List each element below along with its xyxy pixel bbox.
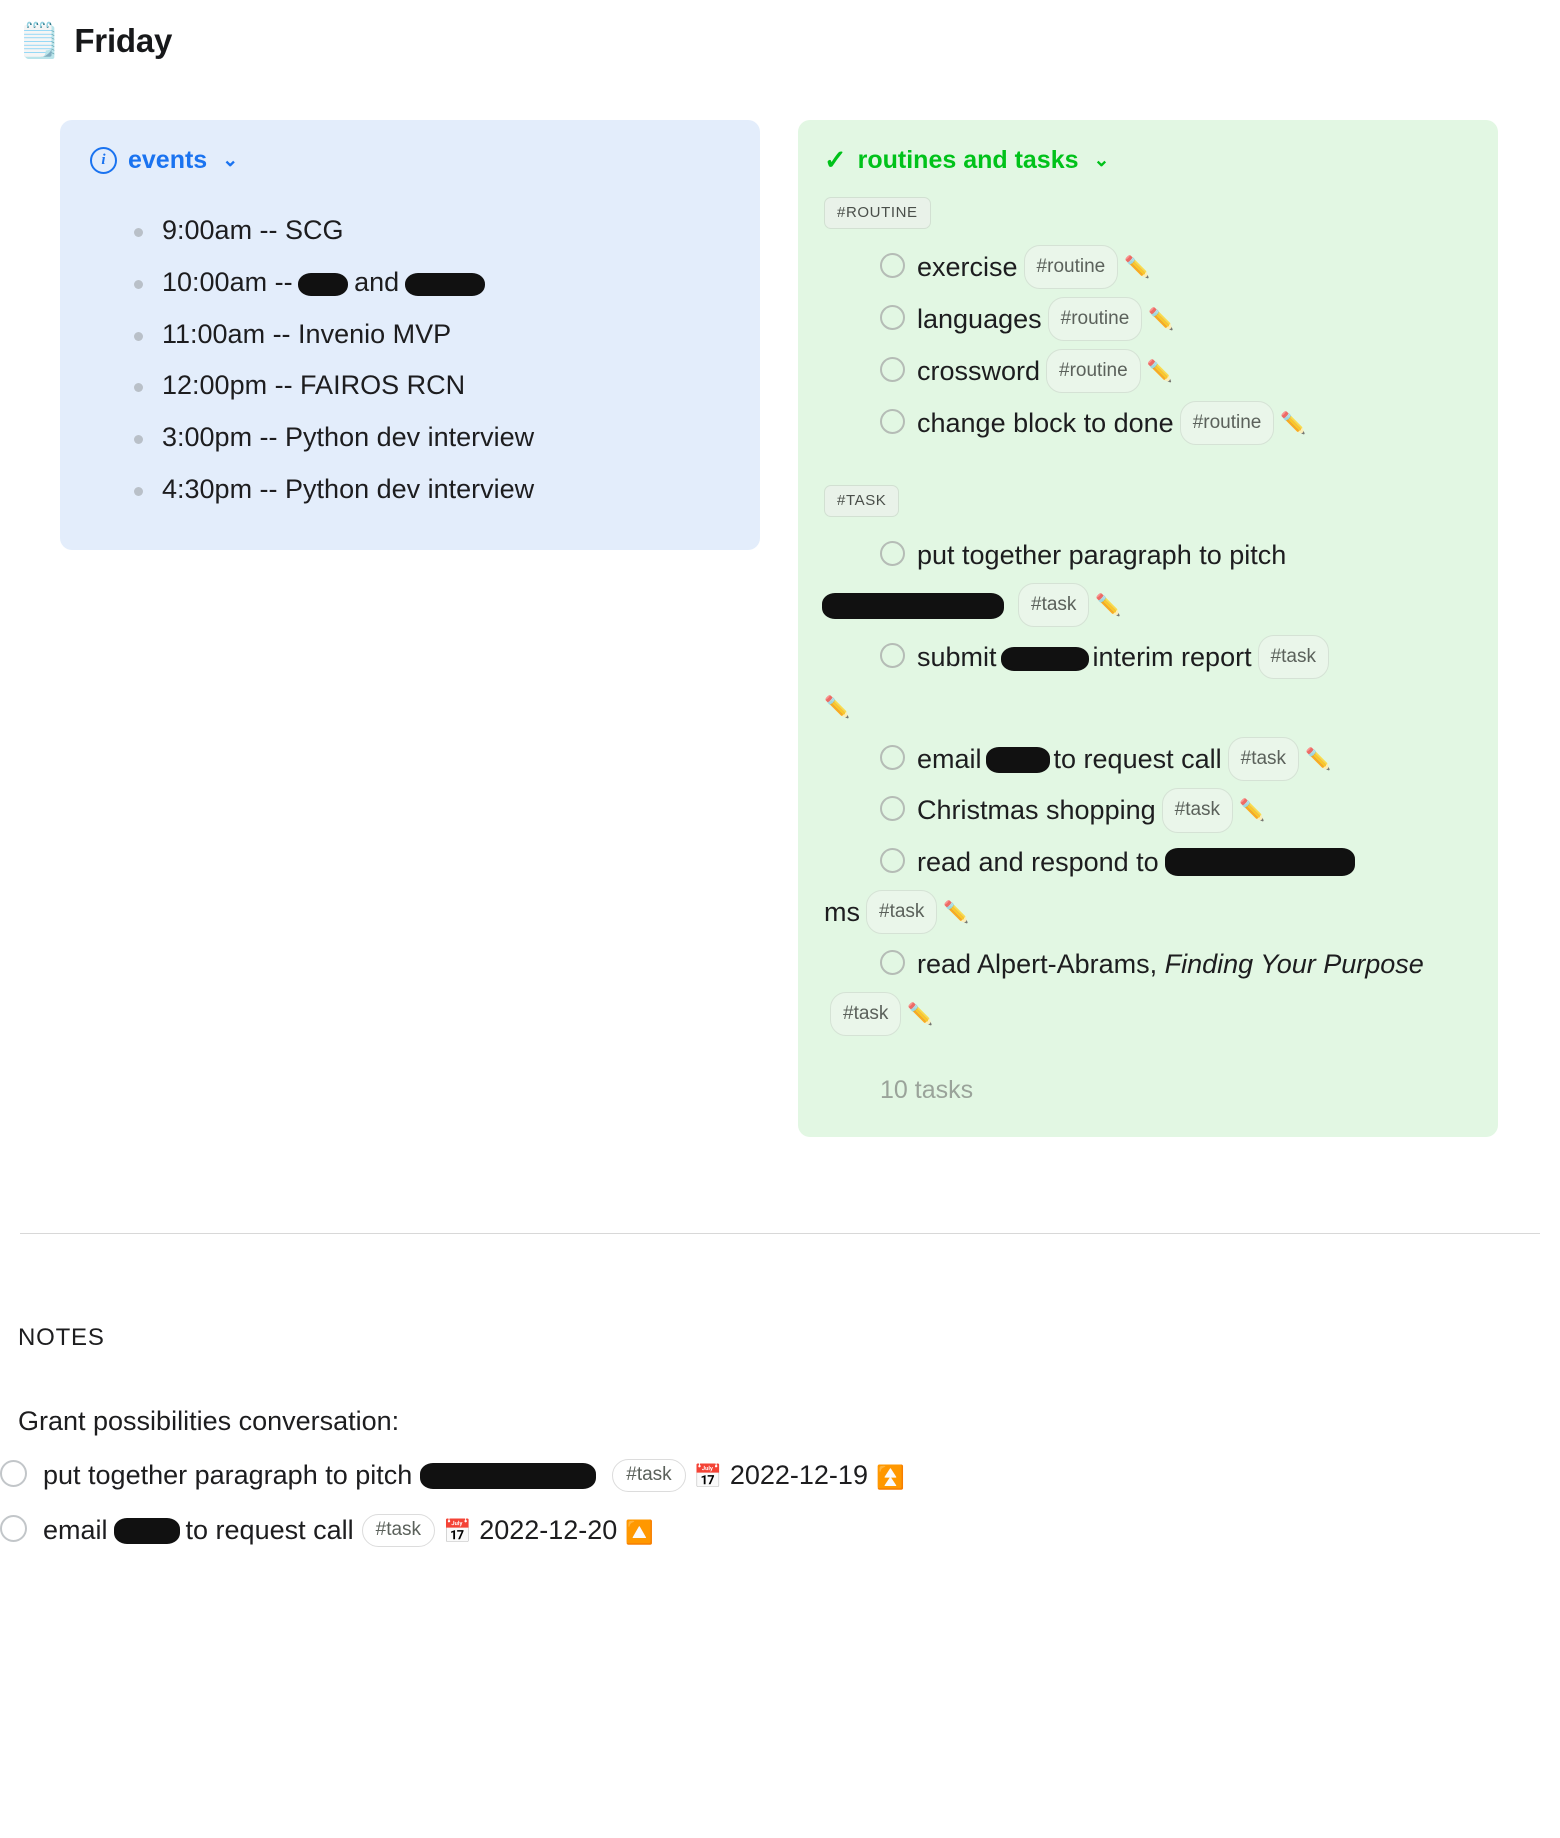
task-label: exercise [917, 252, 1018, 282]
event-text: 3:00pm -- Python dev interview [162, 422, 535, 453]
task-checkbox[interactable] [0, 1460, 27, 1487]
check-icon: ✓ [824, 145, 847, 175]
section-divider [20, 1233, 1540, 1234]
tag-pill[interactable]: #task [830, 992, 901, 1036]
notepad-icon: 🗒️ [18, 22, 61, 60]
events-card-title: events [128, 146, 208, 174]
events-list [90, 205, 730, 516]
tag-pill[interactable]: #task [612, 1459, 685, 1492]
redaction-mark [988, 749, 1048, 771]
tasks-card-title: routines and tasks [857, 146, 1079, 174]
list-item[interactable] [880, 399, 1472, 449]
event-text: 12:00pm -- FAIROS RCN [162, 370, 466, 401]
task-label-pre: submit [917, 641, 997, 672]
list-item [162, 360, 730, 412]
task-label: put together paragraph to pitch [917, 539, 1287, 570]
note-task-row[interactable] [0, 1514, 1560, 1547]
tasks-group [824, 531, 1472, 1040]
event-text: 11:00am -- Invenio MVP [162, 318, 452, 349]
info-icon: i [90, 147, 117, 174]
redaction-mark [824, 595, 1002, 617]
task-checkbox[interactable] [0, 1515, 27, 1542]
pencil-icon[interactable]: ✏️ [1095, 593, 1122, 617]
pencil-icon[interactable]: ✏️ [1148, 307, 1175, 331]
note-due-date: 2022-12-20 [479, 1515, 618, 1546]
task-label-pre: read and respond to [917, 847, 1159, 878]
task-label-pre: email [917, 743, 982, 774]
pencil-icon[interactable]: ✏️ [1146, 359, 1173, 383]
tag-pill[interactable]: #task [1228, 737, 1299, 781]
section-label-routine: #ROUTINE [824, 197, 931, 229]
redaction-mark [116, 1520, 178, 1542]
redaction-mark [407, 275, 483, 294]
list-item[interactable] [880, 347, 1472, 397]
redaction-mark [300, 275, 346, 294]
list-item [162, 309, 730, 361]
redaction-mark [422, 1465, 594, 1487]
task-label: Christmas shopping [917, 795, 1156, 826]
calendar-icon: 📅 [443, 1518, 472, 1545]
tag-pill[interactable]: #task [1258, 635, 1329, 679]
priority-medium-icon: 🔼 [625, 1519, 654, 1546]
task-label-post: to request call [1053, 743, 1222, 774]
event-text-mid: and [354, 266, 407, 297]
task-checkbox[interactable] [880, 643, 905, 668]
page-title: Friday [74, 22, 173, 59]
list-item[interactable] [880, 243, 1472, 293]
list-item[interactable] [880, 295, 1472, 345]
events-card-header[interactable] [90, 146, 730, 175]
pencil-icon[interactable]: ✏️ [1280, 411, 1307, 435]
task-count: 10 tasks [880, 1076, 974, 1105]
list-item [162, 257, 730, 309]
event-text: 4:30pm -- Python dev interview [162, 474, 535, 505]
task-checkbox[interactable] [880, 541, 905, 566]
calendar-icon: 📅 [693, 1463, 723, 1490]
task-label: change block to done [917, 407, 1174, 438]
task-label-post: interim report [1092, 641, 1252, 672]
note-task-label: put together paragraph to pitch [43, 1460, 413, 1491]
routines-and-tasks-card [798, 120, 1498, 1137]
chevron-down-icon[interactable]: ⌄ [222, 150, 239, 171]
pencil-icon[interactable]: ✏️ [1305, 747, 1332, 771]
redaction-mark [1167, 850, 1353, 874]
task-label-post: ms [824, 897, 860, 928]
list-item [162, 205, 730, 257]
list-item[interactable] [843, 940, 1472, 1040]
event-text: 9:00am -- SCG [162, 215, 344, 245]
task-checkbox[interactable] [880, 745, 905, 770]
note-task-label: email [43, 1515, 108, 1546]
list-item [162, 464, 730, 516]
pencil-icon[interactable]: ✏️ [824, 695, 851, 719]
cards-row [0, 60, 1560, 1137]
notes-intro: Grant possibilities conversation: [18, 1406, 400, 1437]
tasks-card-header[interactable] [824, 146, 1472, 175]
task-label-pre: read Alpert-Abrams, [917, 949, 1158, 980]
notes-heading: NOTES [18, 1324, 105, 1352]
task-checkbox[interactable] [880, 357, 905, 382]
task-label: languages [917, 303, 1042, 334]
note-due-date: 2022-12-19 [729, 1460, 868, 1491]
task-checkbox[interactable] [880, 848, 905, 873]
tag-pill[interactable]: #routine [1048, 297, 1143, 341]
list-item [162, 412, 730, 464]
note-task-row[interactable] [0, 1459, 1560, 1492]
event-text: 10:00am -- [162, 266, 301, 297]
priority-high-icon: ⏫ [875, 1464, 905, 1491]
task-checkbox[interactable] [880, 950, 905, 975]
pencil-icon[interactable]: ✏️ [1239, 799, 1266, 823]
section-label-task: #TASK [824, 485, 899, 517]
tag-pill[interactable]: #task [362, 1514, 435, 1547]
tag-pill[interactable]: #routine [1024, 245, 1119, 289]
redaction-mark [1003, 649, 1087, 669]
tag-pill[interactable]: #routine [1046, 349, 1141, 393]
routines-group [824, 243, 1472, 449]
pencil-icon[interactable]: ✏️ [1124, 256, 1151, 279]
tag-pill[interactable]: #task [866, 890, 937, 934]
task-label-italic: Finding Your Purpose [1164, 949, 1424, 980]
tag-pill[interactable]: #task [1162, 788, 1233, 832]
list-item[interactable] [880, 735, 1472, 785]
list-item[interactable] [880, 786, 1472, 836]
page-header [0, 0, 1560, 60]
list-item[interactable] [824, 838, 1472, 938]
note-task-label-post: to request call [185, 1515, 354, 1546]
list-item[interactable] [824, 633, 1472, 733]
tag-pill[interactable]: #routine [1180, 401, 1275, 445]
chevron-down-icon[interactable]: ⌄ [1093, 150, 1110, 171]
task-checkbox[interactable] [880, 409, 905, 434]
task-checkbox[interactable] [880, 253, 905, 278]
task-label: crossword [917, 355, 1041, 386]
events-card [60, 120, 760, 550]
pencil-icon[interactable]: ✏️ [943, 901, 970, 925]
tag-pill[interactable]: #task [1018, 583, 1089, 627]
task-checkbox[interactable] [880, 796, 905, 821]
pencil-icon[interactable]: ✏️ [907, 1003, 934, 1027]
task-checkbox[interactable] [880, 305, 905, 330]
list-item[interactable] [880, 531, 1472, 631]
